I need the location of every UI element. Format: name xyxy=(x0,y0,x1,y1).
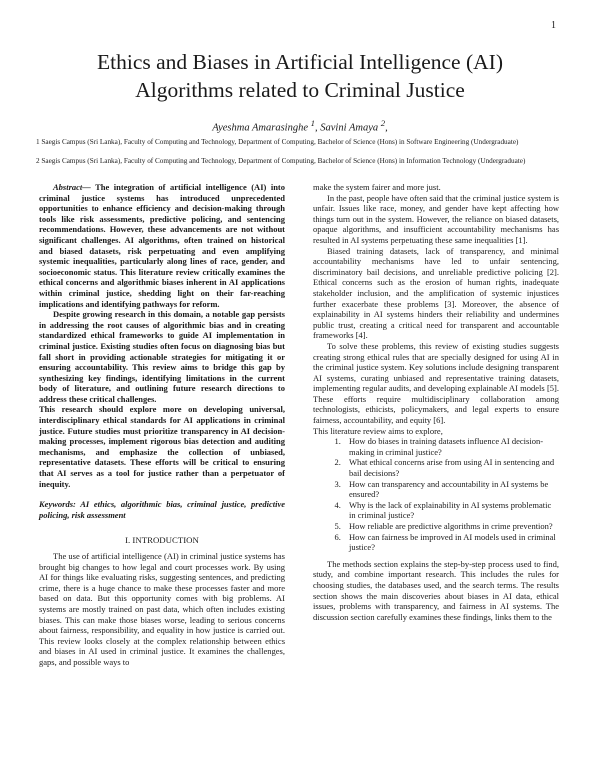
title-line-1: Ethics and Biases in Artificial Intelligence (AI) xyxy=(97,50,503,74)
abstract-label: Abstract— xyxy=(53,182,91,192)
affiliation-1: 1 Saegis Campus (Sri Lanka), Faculty of Computing and Technology, Department of Computing, Bachelor of Science (Hons) in Software Engineering (Undergraduate) xyxy=(36,138,519,146)
keywords-label: Keywords: xyxy=(39,499,76,510)
abstract-p1 xyxy=(39,182,285,309)
right-paragraph-3: To solve these problems, this review of existing studies suggests creating strong ethical rules that are specially designed for using AI in the criminal justice system. Key solutions include designing transparent AI systems, curating unbiased and representative training datasets, implementing regular audits, and developing explainable AI models [5]. These efforts require multidisciplinary collaboration among technologists, ethicists, policymakers, and legal experts to ensure fairness, accountability, and equity [6]. xyxy=(313,340,559,426)
research-question: 6. How can fairness be improved in AI models used in criminal justice? xyxy=(343,532,559,553)
left-column xyxy=(39,182,285,668)
abstract-text-1: The integration of artificial intelligence (AI) into criminal justice systems has introduced unprecedented opportunities to enhance efficiency and decision-making through tools like risk assessments, predictive policing, and sentencing recommendations. However, these advancements are not without significant challenges. AI algorithms, often trained on historical and biased datasets, risk perpetuating and even amplifying systemic inequalities, particularly along lines of race, gender, and socioeconomic status. This literature review critically examines the ethical concerns and algorithmic biases inherent in AI applications within criminal justice, shedding light on their far-reaching implications and identifying pathways for reform. xyxy=(39,182,285,309)
research-questions-list xyxy=(313,436,559,553)
right-paragraph-4: This literature review aims to explore, xyxy=(313,425,443,436)
research-question: 2. What ethical concerns arise from using AI in sentencing and bail decisions? xyxy=(343,457,559,478)
keywords xyxy=(39,499,285,520)
research-question: 1. How do biases in training datasets influence AI decision-making in criminal justice? xyxy=(343,436,559,457)
abstract-p3: This research should explore more on developing universal, interdisciplinary ethical standards for AI applications in criminal justice. Future studies must prioritize transparency in AI decision-making processes, implement rigorous bias detection and auditing mechanisms, and emphasize the collection of unbiased, representative datasets. These efforts will be critical to ensuring that AI serves as a tool for justice rather than a perpetuator of inequity. xyxy=(39,404,285,489)
intro-paragraph-1: The use of artificial intelligence (AI) in criminal justice systems has brought big changes to how legal and court processes work. By using AI for things like evaluating risks, suggesting sentences, and predicting crime, there is a huge chance to make these processes faster and more based on data. But this opportunity comes with big problems. AI systems are mostly trained on past data, which often includes existing biases. This can make those biases worse, leading to serious concerns about fairness, responsibility, and equality in how justice is carried out. This review looks closely at the complex relationship between ethics and biases in AI used in criminal justice. It examines the challenges, gaps, and possible ways to xyxy=(39,551,285,667)
abstract-p2: Despite growing research in this domain, a notable gap persists in addressing the root causes of algorithmic bias and in creating standardized ethical frameworks to guide AI implementation in criminal justice. Existing studies often focus on diagnosing bias but fall short in providing actionable strategies for mitigating it or ensuring accountability. This review aims to bridge this gap by synthesizing key findings, identifying limitations in the current body of literature, and outlining future research directions to address these critical challenges. xyxy=(39,309,285,404)
author-1-affil: 1 xyxy=(310,118,316,128)
affiliation-2: 2 Saegis Campus (Sri Lanka), Faculty of Computing and Technology, Department of Computing, Bachelor of Science (Hons) in Information Technology (Undergraduate) xyxy=(36,157,526,165)
author-list xyxy=(40,118,560,134)
author-1: Ayeshma Amarasinghe xyxy=(212,122,309,134)
page-number: 1 xyxy=(551,20,556,31)
right-column xyxy=(313,182,559,622)
right-paragraph-0: make the system fairer and more just. xyxy=(313,182,441,192)
research-question: 3. How can transparency and accountability in AI systems be ensured? xyxy=(343,479,559,500)
paper-title xyxy=(40,48,560,104)
research-question: 4. Why is the lack of explainability in AI systems problematic in criminal justice? xyxy=(343,500,559,521)
keywords-text: AI ethics, algorithmic bias, criminal justice, predictive policing, risk assessment xyxy=(39,499,285,520)
research-question: 5. How reliable are predictive algorithms in crime prevention? xyxy=(343,521,559,532)
right-paragraph-2: Biased training datasets, lack of transparency, and minimal accountability mechanisms have led to unfair sentencing, discriminatory bail decisions, and unreliable predictive policing [2]. Ethical concerns such as the erosion of human rights, inadequate stakeholder inclusion, and the amplification of systemic injustices further exacerbate these problems [3]. Moreover, the absence of explainability in AI systems hinders their reliability and undermines public trust, creating a critical need for transparent and accountable frameworks [4]. xyxy=(313,245,559,341)
author-separator: , xyxy=(315,122,321,134)
author-2-affil: 2 xyxy=(380,118,386,128)
author-2: Savini Amaya xyxy=(320,122,379,134)
section-heading-introduction: I. INTRODUCTION xyxy=(125,535,199,546)
author-tail: , xyxy=(385,122,388,134)
right-paragraph-1: In the past, people have often said that the criminal justice system is unfair. Issues like race, money, and gender have kept affecting how things turn out in the system. However, the reliance on biased datasets, opaque algorithms, and insufficient accountability mechanisms has resulted in AI systems perpetuating these same inequalities [1]. xyxy=(313,192,559,245)
right-paragraph-5: The methods section explains the step-by-step process used to find, study, and combine important research. This includes the rules for choosing studies, the databases used, and the search terms. The results section shows the main discoveries about biases in AI data, ethical issues, problems with transparency, and fairness in AI systems. The discussion section carefully examines these findings, links them to the xyxy=(313,558,559,622)
title-line-2: Algorithms related to Criminal Justice xyxy=(135,78,465,102)
